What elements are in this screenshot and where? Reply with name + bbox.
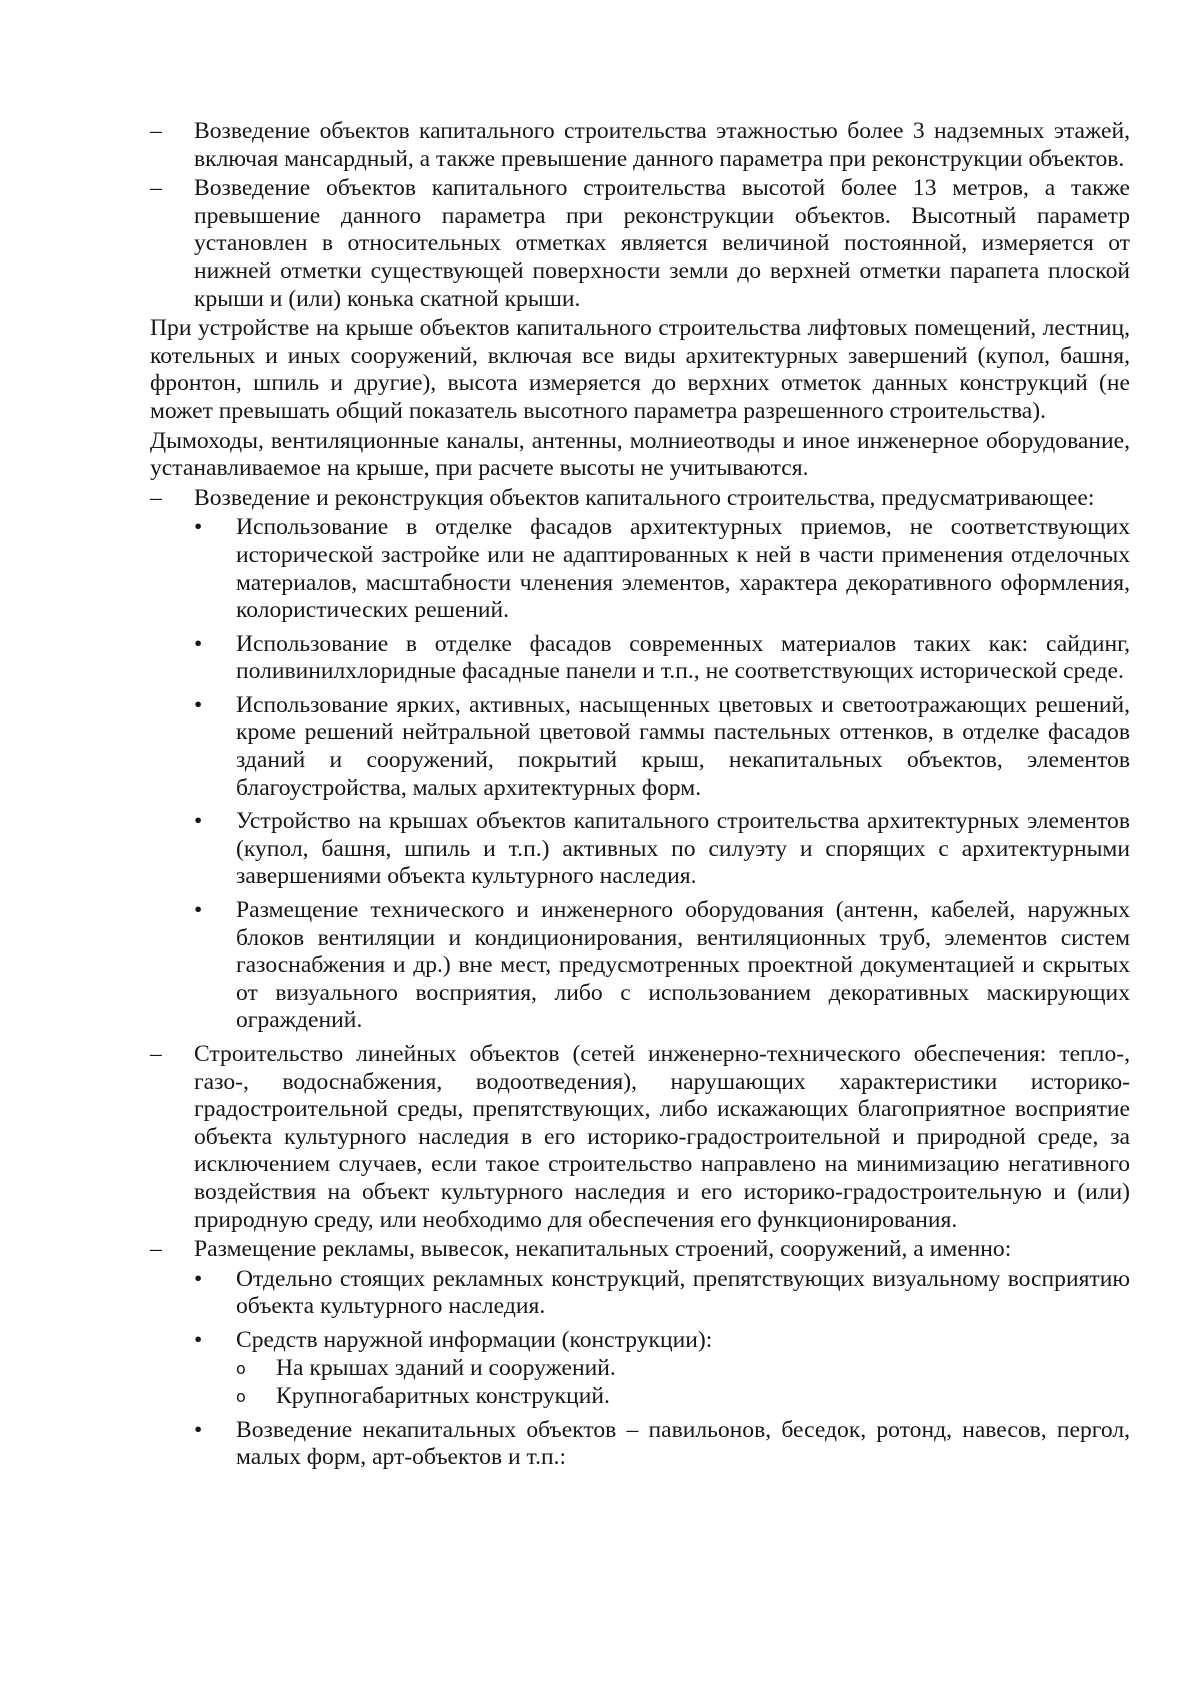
sub-item xyxy=(150,1355,1130,1383)
paragraph xyxy=(150,428,1130,483)
sub-item-text: На крышах зданий и сооружений. xyxy=(276,1354,616,1381)
dash-marker: – xyxy=(150,118,162,144)
bullet-item-text: Возведение некапитальных объектов – павильонов, беседок, ротонд, навесов, пергол, малых форм, арт-объектов и т.п.: xyxy=(236,1416,1130,1471)
dash-marker: – xyxy=(150,484,162,511)
circle-marker: o xyxy=(236,1387,246,1407)
bullet-item-text: Отдельно стоящих рекламных конструкций, препятствующих визуальному восприятию объекта культурного наследия. xyxy=(236,1265,1130,1320)
paragraph-text: При устройстве на крыше объектов капитального строительства лифтовых помещений, лестниц, котельных и иных сооружений, включая все виды архитектурных завершений (купол, башня, фронтон, шпиль и другие), высота измеряется до верхних отметок данных конструкций (не может превышать общий показатель высотного параметра разрешенного строительства). xyxy=(150,315,1130,424)
bullet-item xyxy=(150,808,1130,891)
bullet-item xyxy=(150,1266,1130,1321)
dash-item-text: Возведение объектов капитального строительства этажностью более 3 надземных этажей, включая мансардный, а также превышение данного параметра при реконструкции объектов. xyxy=(194,118,1130,172)
bullet-item xyxy=(150,1417,1130,1472)
dash-item xyxy=(150,485,1130,513)
dash-item xyxy=(150,1041,1130,1234)
bullet-item-text: Использование ярких, активных, насыщенных цветовых и светоотражающих решений, кроме решений нейтральной цветовой гаммы пастельных оттенков, в отделке фасадов зданий и сооружений, покрытий крыш, некапитальных объектов, элементов благоустройства, малых архитектурных форм. xyxy=(236,691,1130,801)
paragraph-text: Дымоходы, вентиляционные каналы, антенны, молниеотводы и иное инженерное оборудование, устанавливаемое на крыше, при расчете высоты не учитываются. xyxy=(150,427,1130,482)
bullet-marker: • xyxy=(194,1326,203,1353)
dash-item xyxy=(150,118,1130,173)
bullet-item-text: Использование в отделке фасадов современных материалов таких как: сайдинг, поливинилхлоридные фасадные панели и т.п., не соответствующих исторической среде. xyxy=(236,630,1130,685)
bullet-item-text: Устройство на крышах объектов капитального строительства архитектурных элементов (купол, башня, шпиль и т.п.) активных по силуэту и спорящих с архитектурными завершениями объекта культурного наследия. xyxy=(236,808,1130,890)
document-page xyxy=(150,118,1130,1478)
sub-item-text: Крупногабаритных конструкций. xyxy=(276,1383,610,1410)
dash-marker: – xyxy=(150,1236,162,1263)
bullet-item-text: Размещение технического и инженерного оборудования (антенн, кабелей, наружных блоков вентиляции и кондиционирования, вентиляционных труб, элементов систем газоснабжения и др.) вне мест, предусмотренных проектной документацией и скрытых от визуального восприятия, либо с использованием декоративных маскирующих ограждений. xyxy=(236,897,1130,1034)
bullet-marker: • xyxy=(194,1416,203,1443)
bullet-marker: • xyxy=(194,1265,203,1292)
bullet-item-text: Использование в отделке фасадов архитектурных приемов, не соответствующих исторической застройке или не адаптированных к ней в части применения отделочных материалов, масштабности членения элементов, характера декоративного оформления, колористических решений. xyxy=(236,514,1130,624)
bullet-item xyxy=(150,514,1130,624)
dash-item-text: Размещение рекламы, вывесок, некапитальных строений, сооружений, а именно: xyxy=(194,1236,1012,1263)
paragraph xyxy=(150,315,1130,425)
bullet-marker: • xyxy=(194,808,203,835)
dash-item-text: Строительство линейных объектов (сетей инженерно-технического обеспечения: тепло-, газо-, водоснабжения, водоотведения), нарушающих характеристики историко-градостроительной среды, препятствующих, либо искажающих благоприятное восприятие объекта культурного наследия в его историко-градостроительной и природной среде, за исключением случаев, если такое строительство направлено на минимизацию негативного воздействия на объект культурного наследия и его историко-градостроительную и (или) природную среду, или необходимо для обеспечения его функционирования. xyxy=(194,1041,1130,1233)
dash-item-text: Возведение и реконструкция объектов капитального строительства, предусматривающее: xyxy=(194,484,1095,511)
bullet-item-text: Средств наружной информации (конструкции): xyxy=(236,1326,713,1353)
dash-item xyxy=(150,1236,1130,1264)
bullet-marker: • xyxy=(194,897,203,924)
bullet-marker: • xyxy=(194,514,203,541)
dash-marker: – xyxy=(150,175,162,202)
dash-item xyxy=(150,175,1130,313)
bullet-marker: • xyxy=(194,691,203,718)
bullet-item xyxy=(150,692,1130,802)
bullet-item xyxy=(150,1327,1130,1355)
bullet-item xyxy=(150,631,1130,686)
bullet-item xyxy=(150,897,1130,1035)
bullet-marker: • xyxy=(194,630,203,657)
circle-marker: o xyxy=(236,1358,246,1378)
dash-marker: – xyxy=(150,1041,162,1067)
sub-item xyxy=(150,1383,1130,1411)
dash-item-text: Возведение объектов капитального строительства высотой более 13 метров, а также превышение данного параметра при реконструкции объектов. Высотный параметр установлен в относительных отметках является величиной постоянной, измеряется от нижней отметки существующей поверхности земли до верхней отметки парапета плоской крыши и (или) конька скатной крыши. xyxy=(194,175,1130,312)
